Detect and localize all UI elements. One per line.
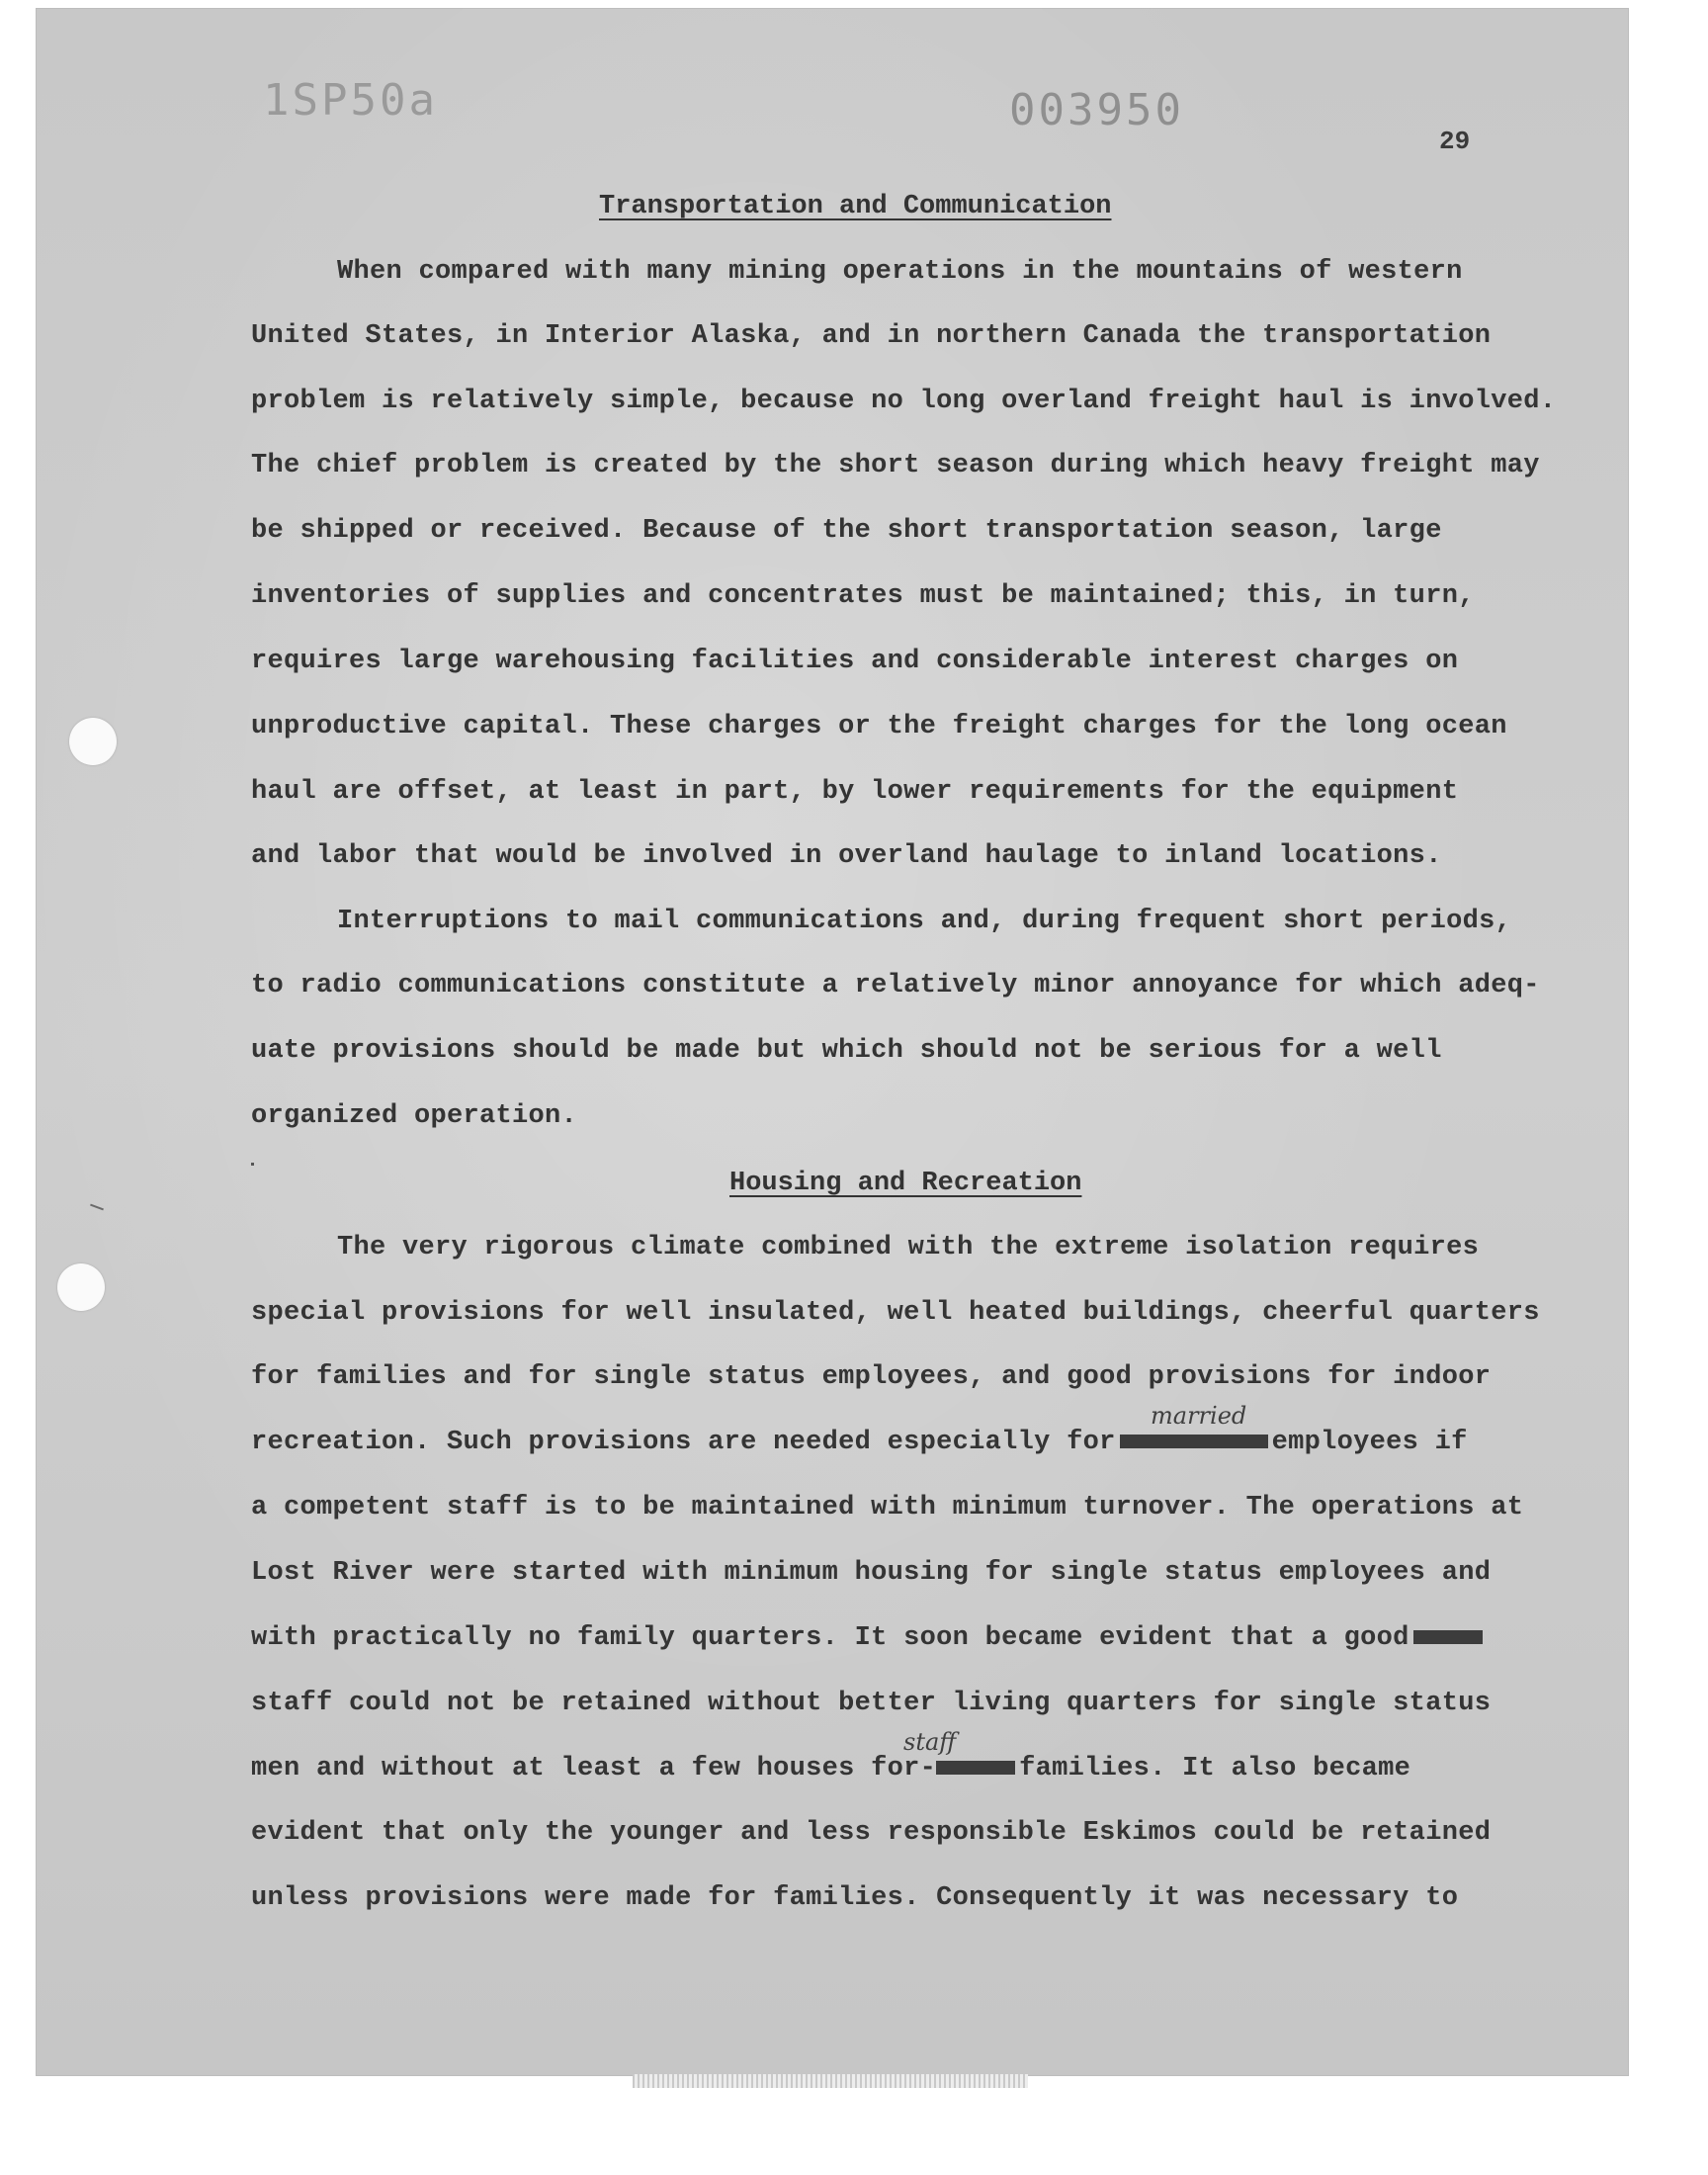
bleed-through-stamp: 1SP50a bbox=[263, 75, 438, 126]
paragraph-line: unless provisions were made for families. Consequently it was necessary to bbox=[251, 1883, 1459, 1913]
paragraph-line: United States, in Interior Alaska, and in northern Canada the transportation bbox=[251, 321, 1492, 351]
paragraph-line: evident that only the younger and less responsible Eskimos could be retained bbox=[251, 1818, 1492, 1848]
scan-edge-artifact bbox=[633, 2074, 1028, 2088]
paragraph-line: and labor that would be involved in overland haulage to inland locations. bbox=[251, 841, 1442, 871]
paragraph-line: a competent staff is to be maintained with minimum turnover. The operations at bbox=[251, 1493, 1524, 1522]
paragraph-line: The very rigorous climate combined with the extreme isolation requires bbox=[337, 1233, 1480, 1262]
paragraph-line bbox=[251, 1623, 1487, 1653]
paragraph-line bbox=[251, 1754, 1410, 1784]
paragraph-line: to radio communications constitute a relatively minor annoyance for which adeq- bbox=[251, 971, 1540, 1000]
paragraph-line: be shipped or received. Because of the short transportation season, large bbox=[251, 516, 1442, 546]
paragraph-line: The chief problem is created by the short season during which heavy freight may bbox=[251, 451, 1540, 480]
paragraph-line: special provisions for well insulated, well heated buildings, cheerful quarters bbox=[251, 1298, 1540, 1328]
line-text: with practically no family quarters. It soon became evident that a good bbox=[251, 1623, 1409, 1653]
handwritten-annotation: staff bbox=[903, 1728, 957, 1756]
strikethrough-mark bbox=[1120, 1435, 1268, 1448]
paragraph-line: unproductive capital. These charges or the freight charges for the long ocean bbox=[251, 712, 1507, 741]
handwritten-annotation: married bbox=[1151, 1402, 1247, 1430]
paragraph-line: for families and for single status employees, and good provisions for indoor bbox=[251, 1362, 1492, 1392]
paragraph-line: requires large warehousing facilities and considerable interest charges on bbox=[251, 647, 1459, 676]
paragraph-line: Lost River were started with minimum housing for single status employees and bbox=[251, 1558, 1492, 1588]
page-number: 29 bbox=[1439, 127, 1471, 156]
line-text: employees if bbox=[1271, 1428, 1468, 1457]
binder-hole-top bbox=[69, 718, 117, 765]
line-text: recreation. Such provisions are needed especially for bbox=[251, 1428, 1116, 1457]
scan-speck bbox=[251, 1163, 254, 1166]
document-page bbox=[36, 8, 1629, 2076]
paragraph-line: problem is relatively simple, because no long overland freight haul is involved. bbox=[251, 387, 1557, 416]
paragraph-line: inventories of supplies and concentrates must be maintained; this, in turn, bbox=[251, 581, 1475, 611]
paragraph-line bbox=[251, 1428, 1468, 1457]
section-heading-transportation: Transportation and Communication bbox=[599, 192, 1112, 221]
section-heading-housing: Housing and Recreation bbox=[729, 1169, 1082, 1198]
paragraph-line: organized operation. bbox=[251, 1101, 578, 1131]
document-stamp-number: 003950 bbox=[1009, 85, 1184, 135]
paragraph-line: haul are offset, at least in part, by lower requirements for the equipment bbox=[251, 777, 1459, 807]
binder-hole-bottom bbox=[57, 1263, 105, 1311]
paragraph-line: Interruptions to mail communications and, during frequent short periods, bbox=[337, 907, 1512, 936]
paragraph-line: When compared with many mining operations in the mountains of western bbox=[337, 257, 1463, 287]
scan-speck bbox=[90, 1204, 104, 1211]
paragraph-line: staff could not be retained without better living quarters for single status bbox=[251, 1689, 1492, 1718]
strikethrough-mark bbox=[1413, 1630, 1483, 1644]
paragraph-line: uate provisions should be made but which should not be serious for a well bbox=[251, 1036, 1442, 1066]
line-text: families. It also became bbox=[1019, 1754, 1411, 1784]
line-text: men and without at least a few houses for- bbox=[251, 1754, 937, 1784]
strikethrough-mark bbox=[936, 1761, 1015, 1775]
